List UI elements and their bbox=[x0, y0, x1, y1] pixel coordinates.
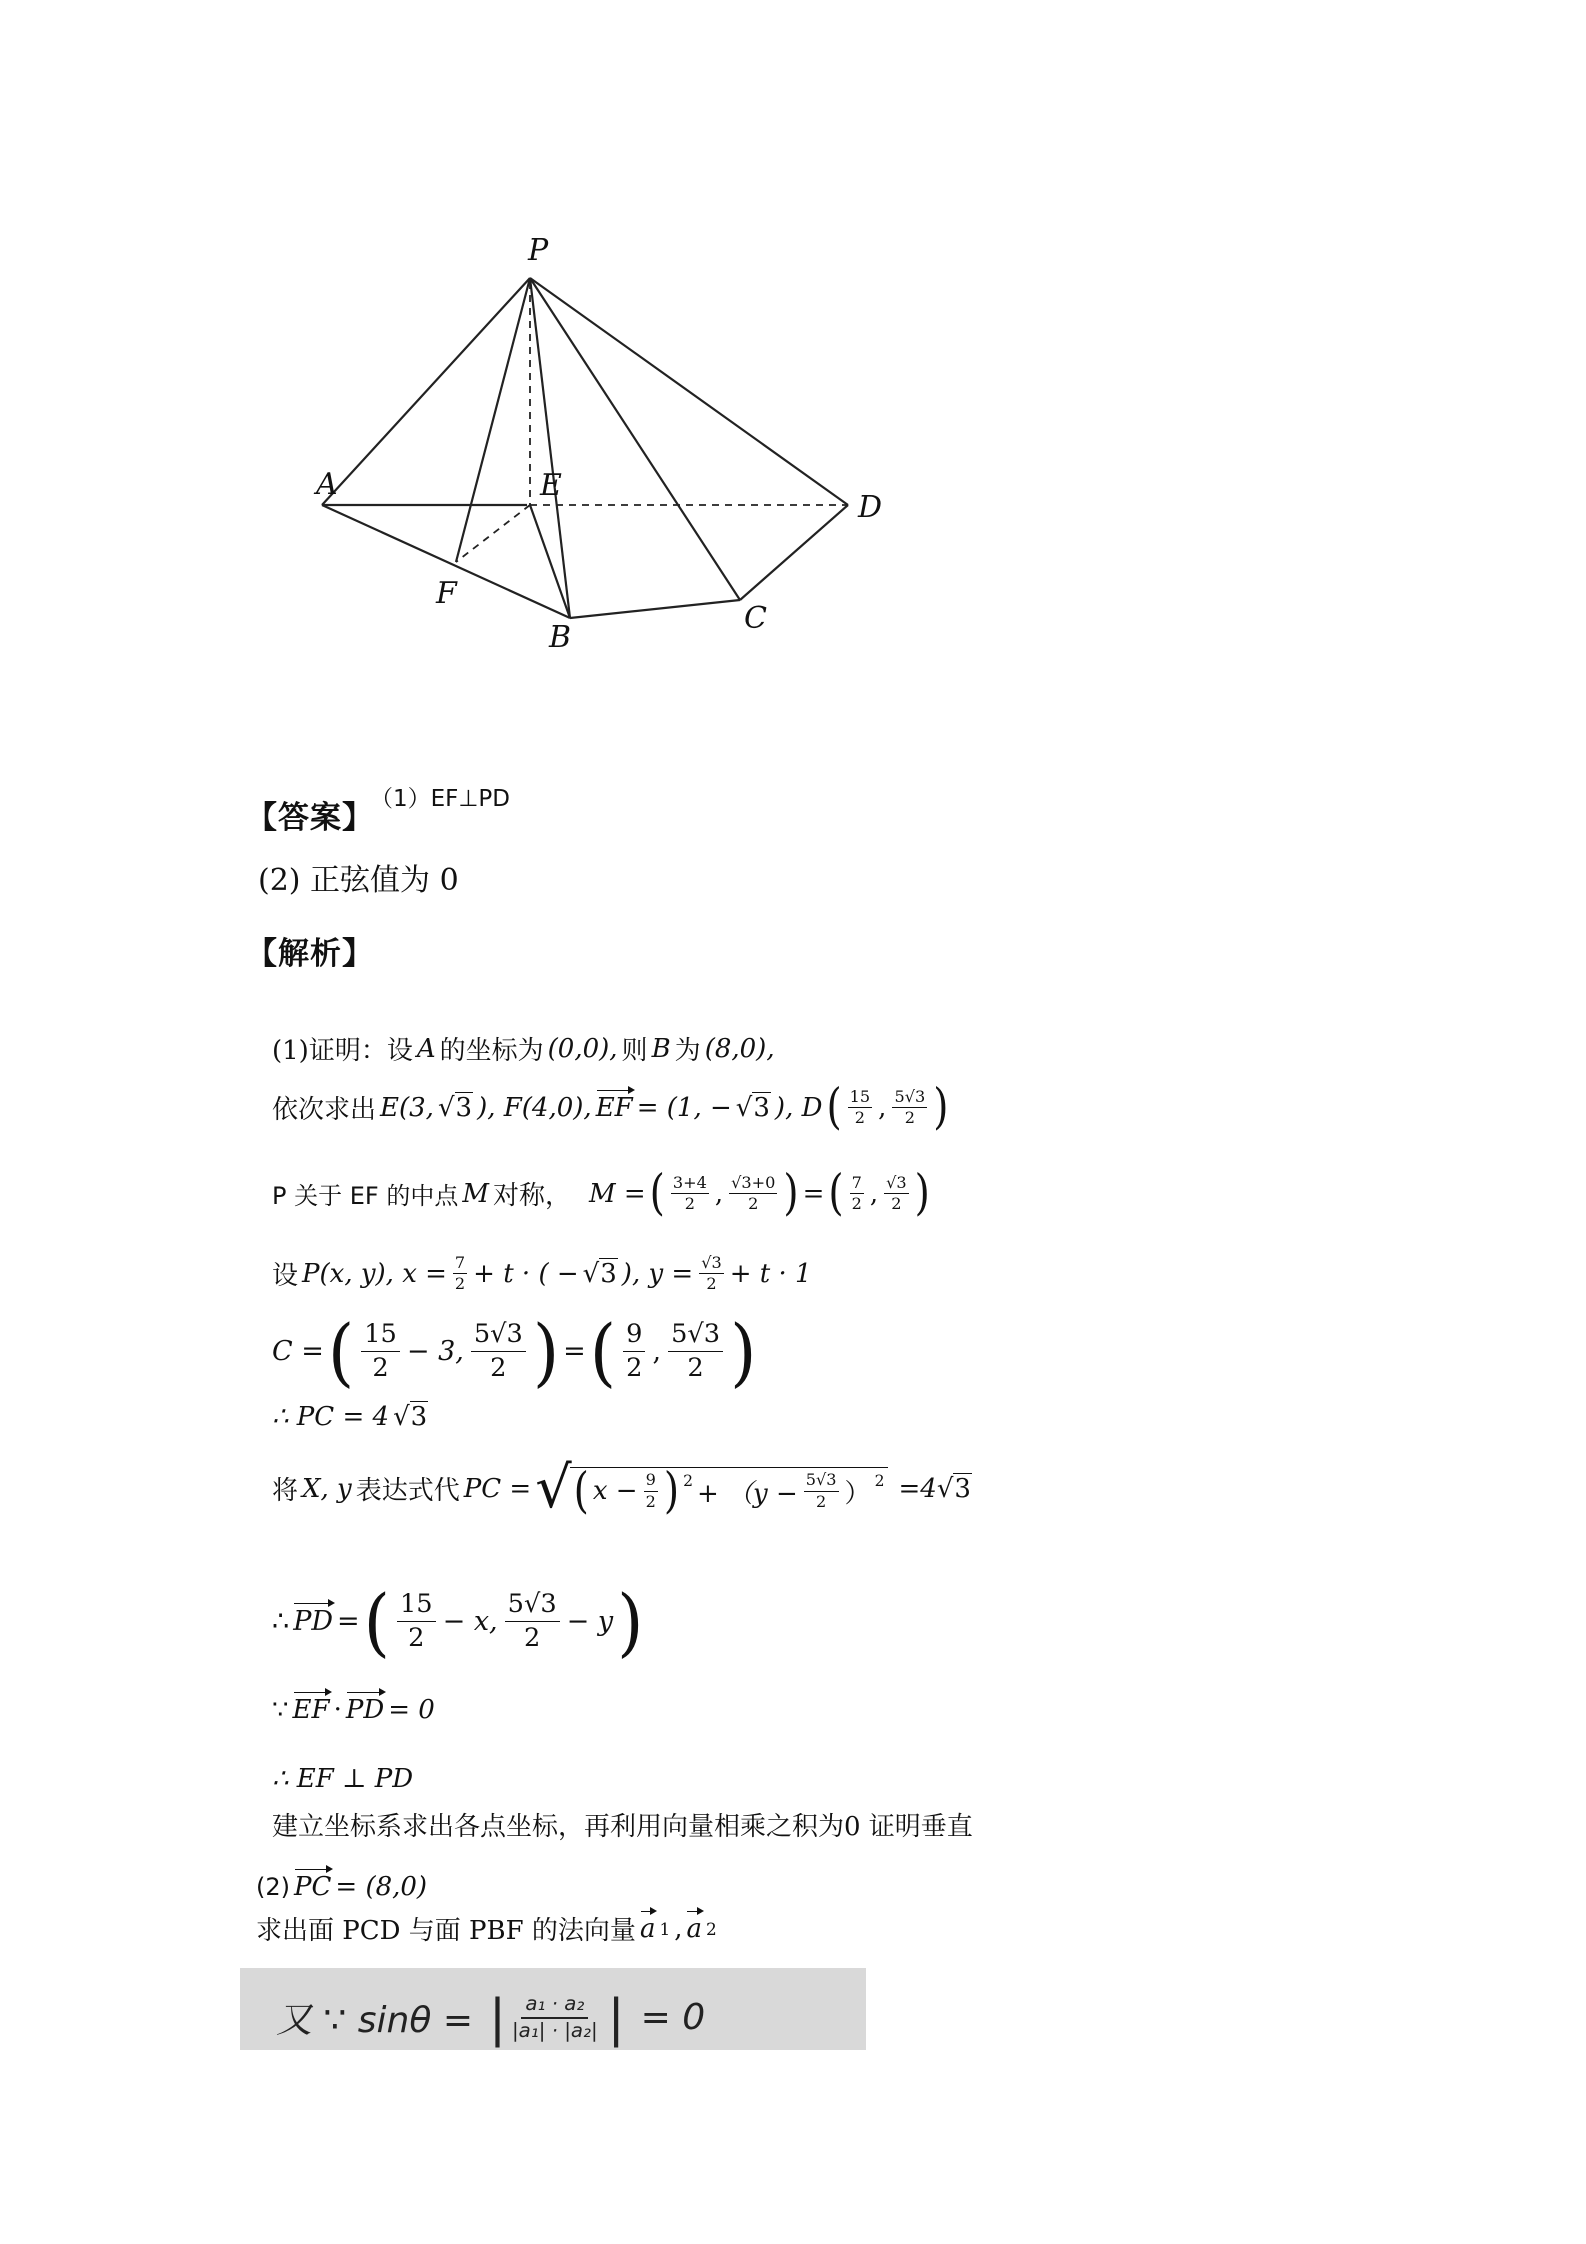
paren: ( bbox=[363, 1578, 390, 1665]
text: 将 bbox=[272, 1476, 299, 1507]
den: 2 bbox=[490, 1353, 507, 1384]
fraction bbox=[671, 1172, 709, 1213]
text: C = bbox=[272, 1336, 324, 1368]
text: P(x, y), x = bbox=[302, 1258, 447, 1289]
comma: , bbox=[878, 1092, 887, 1123]
r: 3 bbox=[896, 1172, 907, 1192]
fraction bbox=[623, 1321, 645, 1382]
analysis-line-12 bbox=[256, 1872, 427, 1902]
text: 为 bbox=[674, 1036, 701, 1066]
num: 5√3 bbox=[668, 1321, 723, 1352]
label-A: A bbox=[316, 467, 338, 502]
num: 9 bbox=[644, 1472, 658, 1491]
paren: ) bbox=[933, 1079, 949, 1136]
fraction bbox=[729, 1172, 777, 1213]
text: − 3, bbox=[406, 1336, 464, 1368]
subscript: 1 bbox=[659, 1918, 671, 1939]
num: 5√3 bbox=[892, 1089, 927, 1108]
paren: ) bbox=[663, 1462, 680, 1520]
edge-CD bbox=[740, 505, 848, 600]
label-D: D bbox=[858, 490, 883, 525]
abs-bar: | bbox=[489, 1988, 506, 2047]
den: 2 bbox=[523, 1623, 541, 1654]
den: 2 bbox=[454, 1274, 466, 1294]
n: +0 bbox=[751, 1172, 776, 1192]
text: = 0 bbox=[388, 1695, 435, 1725]
coord-D: ), D bbox=[774, 1092, 823, 1123]
text: 又 ∵ sinθ = bbox=[276, 2000, 473, 2041]
text: = 0 bbox=[640, 1997, 706, 2038]
num: 15 bbox=[361, 1321, 400, 1352]
fraction bbox=[453, 1255, 467, 1292]
vector-a1: a bbox=[639, 1913, 656, 1944]
paren: ) bbox=[730, 1308, 757, 1395]
analysis-line-7 bbox=[272, 1455, 972, 1521]
var-B: B bbox=[651, 1033, 671, 1064]
r: 3 bbox=[506, 1319, 523, 1350]
num: √3+0 bbox=[729, 1175, 777, 1194]
r: 3 bbox=[540, 1589, 557, 1620]
den: 2 bbox=[645, 1491, 656, 1511]
paren: ( bbox=[327, 1308, 355, 1395]
radicand: 3 bbox=[753, 1092, 770, 1123]
analysis-line-10: ∴ EF ⊥ PD bbox=[272, 1764, 414, 1794]
num: a₁ · a₂ bbox=[521, 1994, 588, 2019]
coord-F: ), F(4,0), bbox=[477, 1092, 592, 1123]
radical: √ bbox=[535, 1455, 572, 1521]
text: M = bbox=[588, 1178, 646, 1209]
paren: ( bbox=[573, 1462, 589, 1520]
text: x − bbox=[592, 1476, 638, 1507]
num: 9 bbox=[623, 1321, 645, 1352]
analysis-line-6 bbox=[272, 1402, 428, 1432]
text: + （y − bbox=[696, 1478, 798, 1509]
n: 5 bbox=[894, 1086, 905, 1106]
den: 2 bbox=[408, 1623, 425, 1654]
den: 2 bbox=[851, 1194, 862, 1213]
num: 7 bbox=[453, 1255, 467, 1274]
coord-A: (0,0), bbox=[547, 1033, 618, 1064]
sqrt: √3 bbox=[393, 1402, 428, 1432]
edge-PF bbox=[456, 278, 530, 562]
exponent: 2 bbox=[874, 1471, 885, 1490]
text: 的坐标为 bbox=[439, 1036, 544, 1066]
vector-EF: EF bbox=[292, 1695, 330, 1725]
paren: ( bbox=[828, 1165, 844, 1222]
text: − y bbox=[566, 1606, 614, 1638]
analysis-line-9 bbox=[272, 1695, 435, 1725]
answer-part1: （1）EF⊥PD bbox=[370, 786, 511, 812]
den: 2 bbox=[854, 1108, 866, 1127]
analysis-line-4 bbox=[272, 1255, 812, 1292]
paren: ) bbox=[914, 1165, 930, 1222]
r: 3 bbox=[826, 1470, 837, 1490]
text: ） bbox=[844, 1478, 871, 1509]
text: ∴ PC = 4 bbox=[272, 1402, 390, 1432]
vector-EF: EF bbox=[595, 1092, 633, 1123]
exponent: 2 bbox=[683, 1471, 693, 1490]
text: =4 bbox=[898, 1473, 937, 1504]
num: 5√3 bbox=[505, 1591, 560, 1622]
fraction bbox=[848, 1086, 873, 1127]
comma: , bbox=[869, 1178, 879, 1209]
paren: ( bbox=[649, 1165, 665, 1222]
label-E: E bbox=[540, 468, 562, 503]
fraction bbox=[644, 1472, 658, 1509]
text: X, y bbox=[302, 1473, 352, 1504]
sqrt: √3 bbox=[437, 1092, 473, 1123]
text: P 关于 EF 的中点 bbox=[272, 1182, 459, 1210]
text: = (1, − bbox=[636, 1092, 732, 1123]
num: 3+4 bbox=[671, 1175, 709, 1194]
text: 表达式代 bbox=[355, 1476, 460, 1507]
vector-a2: a bbox=[686, 1913, 702, 1944]
label-C: C bbox=[744, 601, 767, 636]
text: − x, bbox=[442, 1606, 498, 1638]
text: PC = bbox=[463, 1473, 532, 1504]
analysis-line-8 bbox=[272, 1578, 644, 1665]
label-P: P bbox=[528, 233, 549, 268]
den: 2 bbox=[626, 1353, 643, 1384]
fraction bbox=[668, 1321, 723, 1382]
vector-PC: PC bbox=[294, 1872, 332, 1902]
den: 2 bbox=[684, 1194, 695, 1213]
radicand: 3 bbox=[600, 1258, 617, 1289]
num: 15 bbox=[848, 1089, 873, 1108]
fraction bbox=[850, 1172, 864, 1213]
r: 3 bbox=[914, 1086, 926, 1106]
text: 依次求出 bbox=[272, 1095, 377, 1125]
den: 2 bbox=[748, 1194, 759, 1213]
num: 5√3 bbox=[804, 1472, 839, 1491]
analysis-line-5 bbox=[272, 1308, 757, 1395]
text: (1)证明：设 bbox=[272, 1036, 413, 1066]
paren: ) bbox=[617, 1578, 644, 1665]
paren: ( bbox=[826, 1079, 842, 1136]
den: 2 bbox=[904, 1108, 915, 1127]
paren: ) bbox=[532, 1308, 560, 1395]
text: + t · 1 bbox=[729, 1258, 812, 1289]
analysis-line-2 bbox=[272, 1079, 949, 1136]
fraction bbox=[471, 1321, 526, 1382]
handwritten-equation bbox=[276, 1988, 705, 2047]
hand-fraction bbox=[511, 1991, 598, 2042]
radicand: 3 bbox=[455, 1092, 473, 1123]
handwritten-strip bbox=[240, 1968, 866, 2050]
n: 5 bbox=[671, 1319, 688, 1350]
coord-E: E(3, bbox=[380, 1092, 434, 1123]
paren: ) bbox=[783, 1165, 799, 1222]
text: (2) bbox=[256, 1873, 290, 1901]
den: |a₁| · |a₂| bbox=[511, 2018, 598, 2042]
text: · bbox=[333, 1695, 342, 1725]
r: 3 bbox=[711, 1253, 722, 1272]
vector-PD: PD bbox=[345, 1695, 385, 1725]
text: ), y = bbox=[621, 1258, 694, 1289]
equals: = bbox=[563, 1336, 586, 1368]
abs-bar: | bbox=[607, 1988, 625, 2047]
text: 求出面 PCD 与面 PBF 的法向量 bbox=[256, 1916, 636, 1946]
text: 设 bbox=[272, 1261, 299, 1292]
n: 5 bbox=[473, 1319, 491, 1350]
fraction bbox=[505, 1591, 560, 1652]
pyramid-figure bbox=[0, 0, 1586, 700]
num: 7 bbox=[850, 1175, 864, 1194]
radicand: 3 bbox=[410, 1402, 428, 1432]
num: √3 bbox=[884, 1175, 909, 1194]
radicand-expression bbox=[570, 1462, 889, 1520]
sqrt: √3 bbox=[735, 1092, 770, 1123]
comma: , bbox=[652, 1336, 662, 1368]
equals: = bbox=[802, 1178, 825, 1209]
edge-EF-hidden bbox=[456, 505, 530, 562]
den: 2 bbox=[891, 1194, 902, 1213]
answer-header: 【答案】 bbox=[246, 800, 374, 836]
comma: , bbox=[714, 1178, 724, 1209]
var-A: A bbox=[416, 1033, 436, 1064]
fraction bbox=[804, 1472, 839, 1509]
analysis-header: 【解析】 bbox=[246, 936, 374, 972]
vector-PD: PD bbox=[293, 1606, 334, 1638]
fraction bbox=[892, 1086, 927, 1127]
analysis-line-13 bbox=[256, 1910, 717, 1947]
den: 2 bbox=[706, 1274, 717, 1294]
sqrt: √3 bbox=[582, 1258, 617, 1289]
n: 5 bbox=[805, 1470, 817, 1490]
text: ∵ bbox=[272, 1695, 289, 1725]
n: 5 bbox=[507, 1589, 524, 1620]
sqrt: √3 bbox=[936, 1473, 971, 1504]
text: 对称， bbox=[492, 1181, 571, 1211]
analysis-line-1 bbox=[272, 1030, 775, 1067]
fraction bbox=[884, 1172, 909, 1213]
subscript: 2 bbox=[705, 1918, 717, 1939]
num: 5√3 bbox=[471, 1321, 526, 1352]
text: = (8,0) bbox=[335, 1872, 428, 1902]
text: , bbox=[674, 1913, 683, 1944]
answer-part2: (2) 正弦值为 0 bbox=[258, 863, 459, 898]
den: 2 bbox=[816, 1491, 827, 1511]
den: 2 bbox=[687, 1353, 704, 1384]
text: = bbox=[337, 1606, 360, 1638]
radicand: 3 bbox=[954, 1473, 971, 1504]
label-F: F bbox=[436, 576, 457, 611]
fraction bbox=[361, 1321, 400, 1382]
r: 3 bbox=[741, 1172, 752, 1192]
label-B: B bbox=[549, 620, 572, 655]
fraction bbox=[699, 1255, 724, 1292]
text: 则 bbox=[621, 1036, 648, 1066]
num: 15 bbox=[397, 1591, 436, 1622]
analysis-line-11: 建立坐标系求出各点坐标，再利用向量相乘之积为0 证明垂直 bbox=[272, 1812, 973, 1842]
r: 3 bbox=[703, 1319, 721, 1350]
edge-PD bbox=[530, 278, 848, 505]
num: √3 bbox=[699, 1255, 724, 1274]
analysis-line-3 bbox=[272, 1165, 930, 1222]
var-M: M bbox=[462, 1178, 489, 1209]
coord-B: (8,0), bbox=[704, 1033, 775, 1064]
edge-BC bbox=[570, 600, 740, 618]
edge-PA bbox=[322, 278, 530, 505]
fraction bbox=[397, 1591, 436, 1652]
den: 2 bbox=[372, 1353, 389, 1384]
paren: ( bbox=[589, 1308, 617, 1395]
text: ∴ bbox=[272, 1606, 290, 1638]
text: + t · ( − bbox=[473, 1258, 579, 1289]
